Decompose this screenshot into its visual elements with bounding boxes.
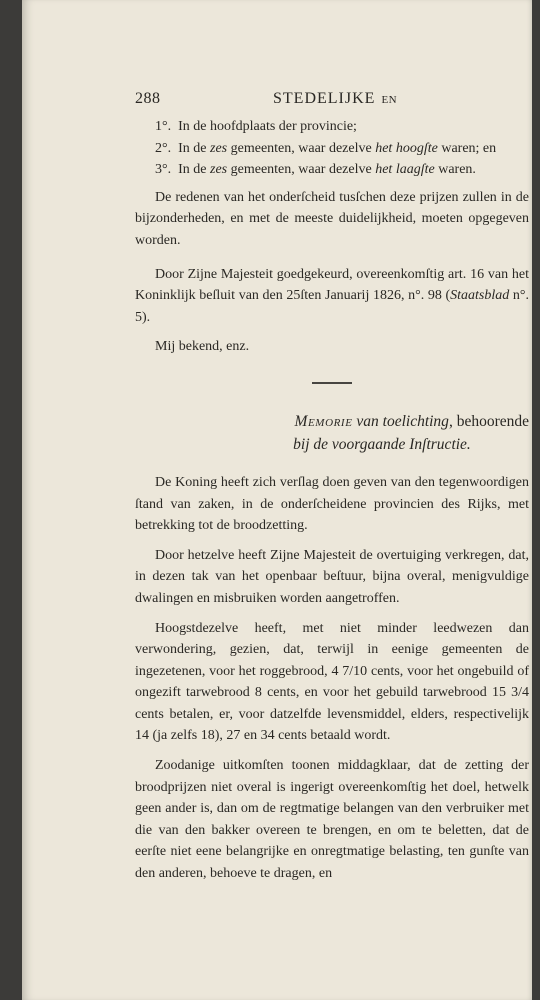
section-heading: Memorie van toelichting, behoorende bij de voorgaande Inſtructie. <box>293 412 529 453</box>
paragraph: Door Zijne Majesteit goedgekeurd, overeenkomſtig art. 16 van het Koninklijk beſluit van den 25ſten Januarij 1826, n°. 98 (Staatsblad n°. 5). <box>135 266 529 325</box>
page-text <box>135 88 529 885</box>
paragraph: Door hetzelve heeft Zijne Majesteit de overtuiging verkregen, dat, in dezen tak van het openbaar beſtuur, bijna overal, menigvuldige dwalingen en misbruiken worden aangetroffen. <box>135 547 529 606</box>
enumeration-item: 2°. In de zes gemeenten, waar dezelve het hoogſte waren; en <box>155 140 497 156</box>
running-title: STEDELIJKE EN <box>273 90 398 107</box>
paragraph: De Koning heeft zich verſlag doen geven van den tegenwoordigen ſtand van zaken, in de onderſcheidene provincien des Rijks, met betrekking tot de broodzetting. <box>135 474 529 534</box>
page-number: 288 <box>135 90 161 107</box>
book-page <box>22 0 532 1000</box>
closing-line: Mij bekend, enz. <box>155 339 250 355</box>
enumeration-item: 3°. In de zes gemeenten, waar dezelve het laagſte waren. <box>155 162 476 178</box>
paragraph: Zoodanige uitkomſten toonen middagklaar, dat de zetting der broodprijzen niet overal is ingerigt overeenkomſtig het doel, hetwelk geen ander is, dan om de regtmatige belangen van den verbruiker met die van den bakker overeen te brengen, en om te beletten, dat de eerſte niet eene belangrijke en onregtmatige belasting, ten gunſte van den anderen, behoeve te dragen, en <box>135 758 529 882</box>
paragraph: Hoogstdezelve heeft, met niet minder leedwezen dan verwondering, gezien, dat, terwijl in eenige gemeenten de ingezetenen, voor het roggebrood, 4 7/10 cents, voor het ongebuild of ongezift tarwebrood 8 cents, en voor het gebuild tarwebrood 15 3/4 cents betalen, er, voor datzelfde levensmiddel, elders, respectivelijk 14 (ja zelfs 18), 27 en 34 cents betaald wordt. <box>135 620 529 744</box>
paragraph: De redenen van het onderſcheid tusſchen deze prijzen zullen in de bijzonderheden, en met de meeste duidelijkheid, moeten opgegeven worden. <box>135 189 529 248</box>
section-divider <box>312 382 352 384</box>
enumeration-item: 1°. In de hoofdplaats der provincie; <box>155 119 357 134</box>
running-header <box>135 88 529 112</box>
